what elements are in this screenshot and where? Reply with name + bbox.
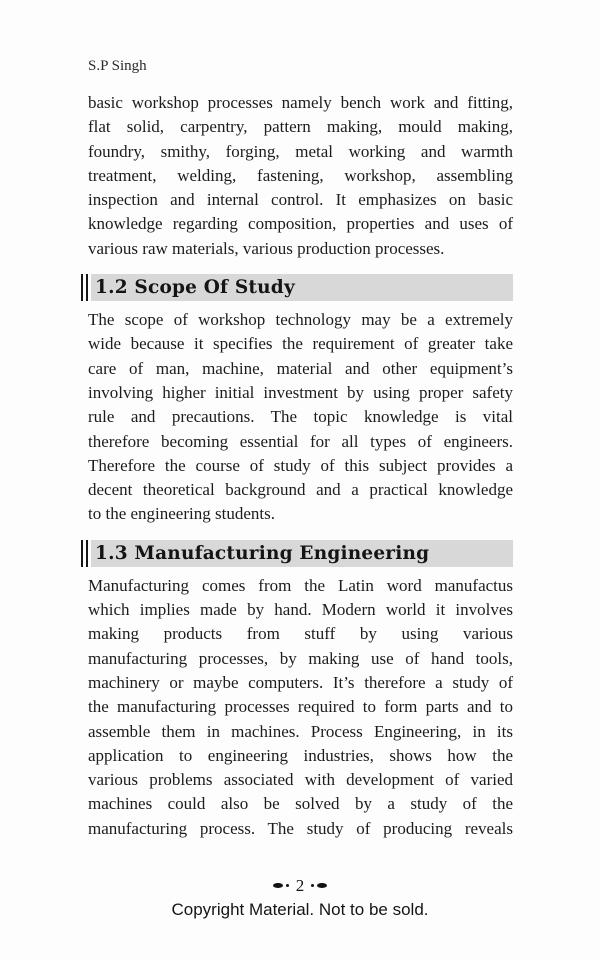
page-number: 2 [295, 876, 305, 895]
text-line: machines could also be solved by a study of the [88, 794, 513, 814]
ornament-right-icon [311, 883, 327, 888]
heading-marker-bars-icon [81, 540, 88, 567]
paragraph-manufacturing-engineering [88, 574, 513, 841]
text-line: machinery or maybe computers. It’s therefore a study of [88, 672, 513, 692]
text-line: to the engineering students. [88, 504, 275, 524]
text-line: various problems associated with development of varied [88, 770, 513, 790]
text-line: Manufacturing comes from the Latin word manufactus [88, 575, 513, 595]
heading-marker-bars-icon [81, 274, 88, 301]
paragraph-scope-of-study [88, 308, 513, 527]
text-line: application to engineering industries, shows how the [88, 745, 513, 765]
paragraph-intro [88, 91, 513, 261]
text-line: inspection and internal control. It emphasizes on basic [88, 190, 513, 210]
text-line: which implies made by hand. Modern world it involves [88, 600, 513, 620]
text-line: The scope of workshop technology may be a extremely [88, 310, 513, 330]
page-number-row [0, 875, 600, 896]
section-heading-1-3 [81, 540, 513, 567]
text-line: Therefore the course of study of this subject provides a [88, 455, 513, 475]
text-line: various raw materials, various production processes. [88, 238, 445, 258]
text-line: making products from stuff by using various [88, 624, 513, 644]
text-line: manufacturing processes, by making use of hand tools, [88, 648, 513, 668]
ornament-left-icon [273, 883, 289, 888]
text-line: care of man, machine, material and other equipment’s [88, 358, 513, 378]
text-line: rule and precautions. The topic knowledge is vital [88, 407, 513, 427]
text-line: wide because it specifies the requirement of greater take [88, 334, 513, 354]
text-line: basic workshop processes namely bench work and fitting, [88, 93, 513, 112]
text-line: foundry, smithy, forging, metal working and warmth [88, 141, 513, 161]
section-heading-text: 1.2 Scope Of Study [91, 274, 513, 301]
text-line: knowledge regarding composition, properties and uses of [88, 214, 513, 234]
copyright-notice: Copyright Material. Not to be sold. [171, 900, 429, 919]
text-line: decent theoretical background and a practical knowledge [88, 480, 513, 500]
text-line: assemble them in machines. Process Engineering, in its [88, 721, 513, 741]
text-line: treatment, welding, fastening, workshop, assembling [88, 165, 513, 185]
section-heading-1-2 [81, 274, 513, 301]
section-heading-text: 1.3 Manufacturing Engineering [91, 540, 513, 567]
text-line: involving higher initial investment by using proper safety [88, 382, 513, 402]
text-line: manufacturing process. The study of producing reveals [88, 818, 513, 838]
text-line: the manufacturing processes required to form parts and to [88, 697, 513, 717]
text-line: flat solid, carpentry, pattern making, mould making, [88, 117, 513, 137]
text-line: therefore becoming essential for all types of engineers. [88, 431, 513, 451]
running-header-author: S.P Singh [88, 58, 147, 74]
page-footer [0, 875, 600, 921]
